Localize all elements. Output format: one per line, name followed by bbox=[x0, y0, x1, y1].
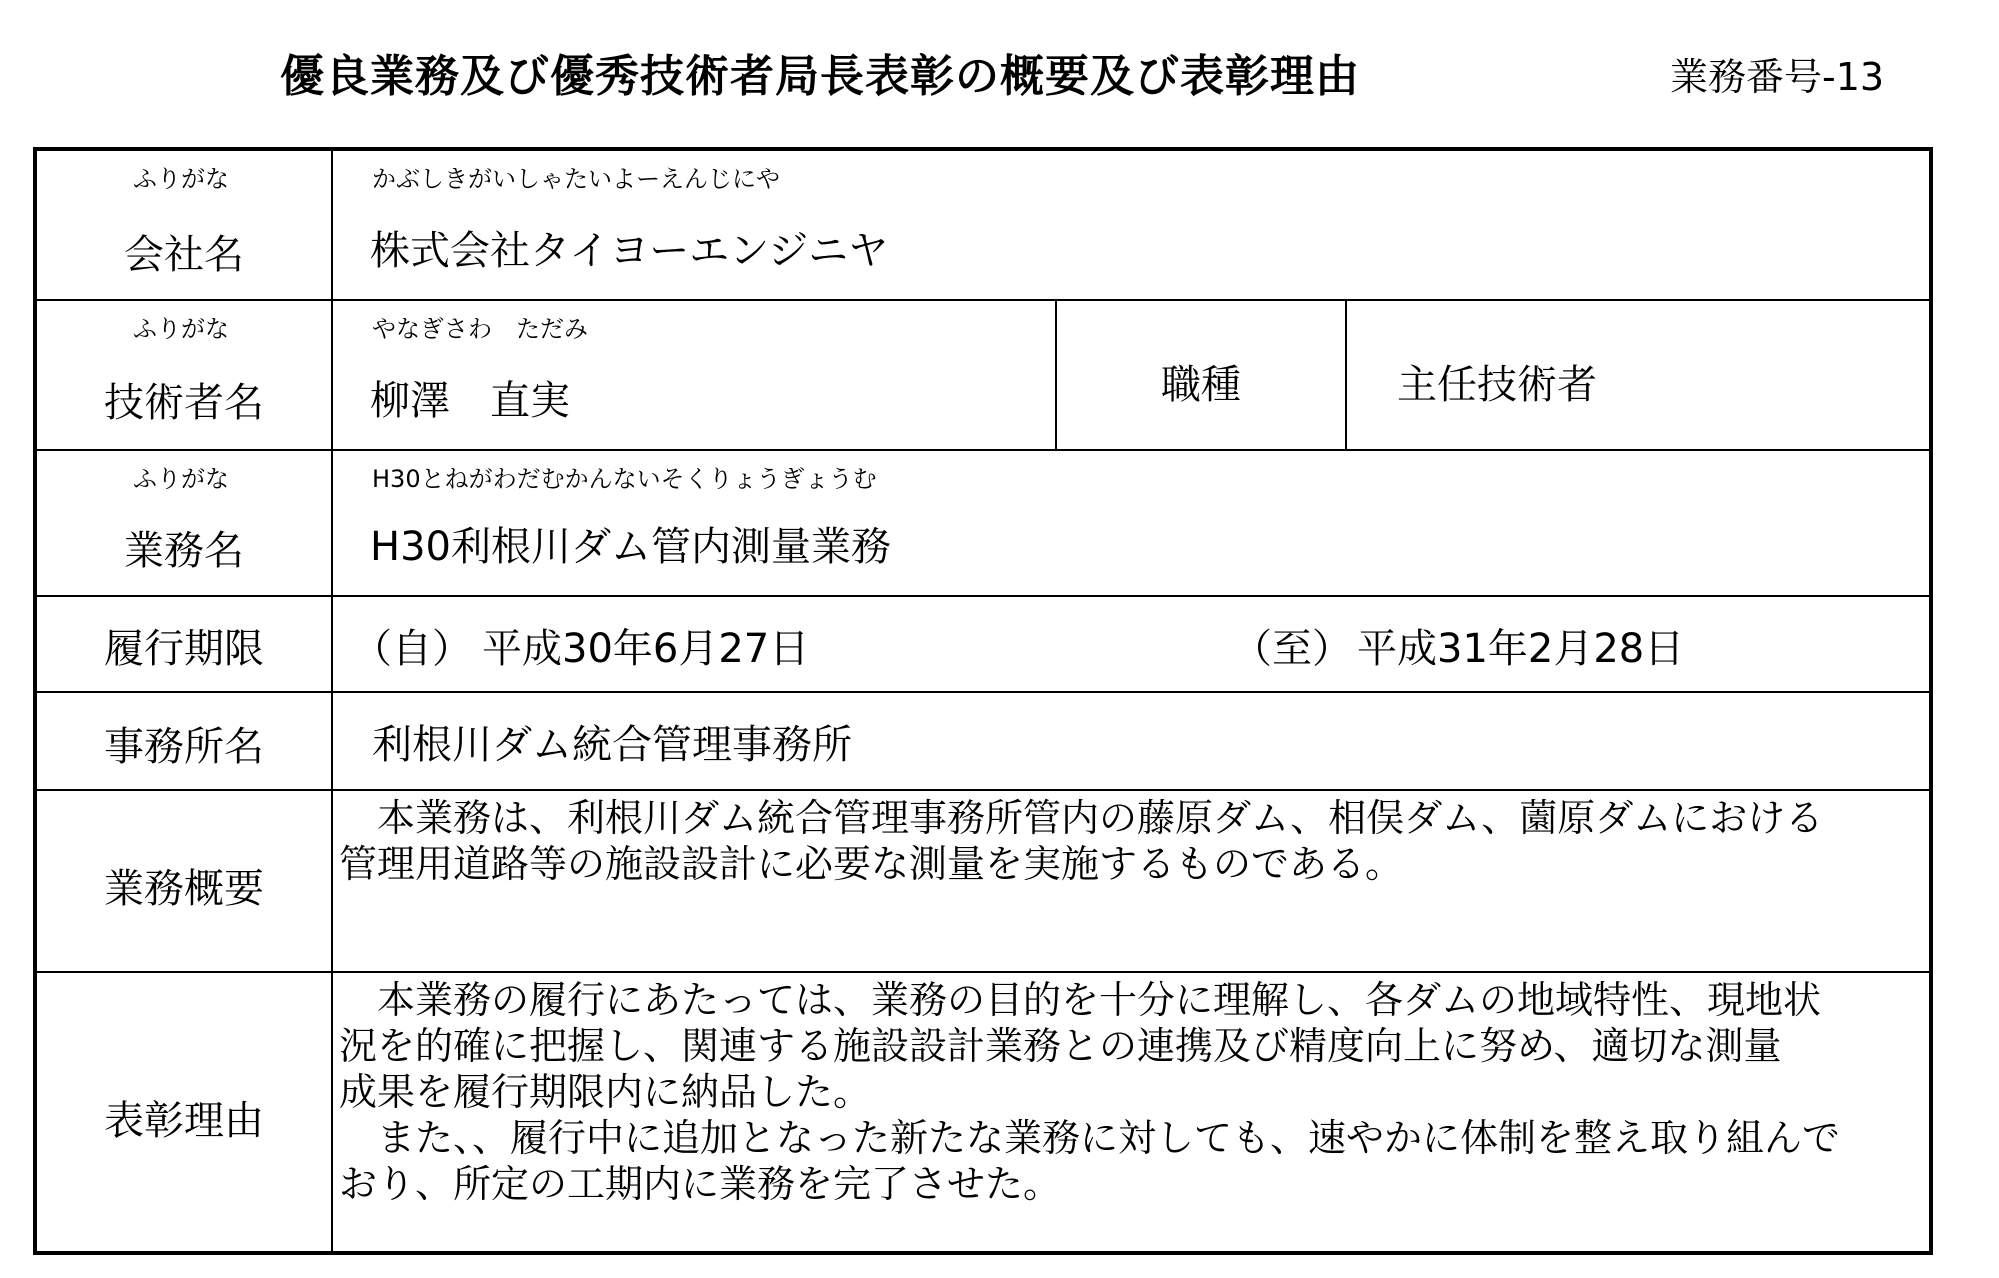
summary-text: 本業務は、利根川ダム統合管理事務所管内の藤原ダム、相俣ダム、薗原ダムにおける 管理用道路等の施設設計に必要な測量を実施するものである。 bbox=[339, 796, 1824, 886]
engineer-name-label: 技術者名 bbox=[104, 380, 264, 426]
company-furigana: かぶしきがいしゃたいよーえんじにや bbox=[372, 165, 780, 193]
engineer-furigana: やなぎさわ ただみ bbox=[372, 315, 588, 343]
period-from-date: 平成30年6月27日 bbox=[482, 626, 810, 672]
engineer-name-value: 柳澤 直実 bbox=[370, 378, 570, 424]
row-divider-4 bbox=[37, 691, 1929, 693]
reason-text: 本業務の履行にあたっては、業務の目的を十分に理解し、各ダムの地域特性、現地状 況を的確に把握し、関連する施設設計業務との連携及び精度向上に努め、適切な測量 成果を履行期限内に納品した。 また、、履行中に追加となった新たな業務に対しても、速やかに体制を整え取り組んで おり、所定の工期内に業務を完了させた。 bbox=[339, 978, 1841, 1206]
reason-label: 表彰理由 bbox=[104, 1098, 264, 1144]
job-type-value: 主任技術者 bbox=[1397, 362, 1597, 408]
row-divider-1 bbox=[37, 299, 1929, 301]
work-furigana-label: ふりがな bbox=[133, 465, 229, 493]
office-name-value: 利根川ダム統合管理事務所 bbox=[372, 722, 852, 768]
job-label-right-divider bbox=[1345, 299, 1347, 449]
office-label: 事務所名 bbox=[104, 724, 264, 770]
summary-label: 業務概要 bbox=[104, 866, 264, 912]
period-from-prefix: （自） bbox=[352, 626, 472, 672]
period-to-prefix: （至） bbox=[1232, 626, 1352, 672]
row-divider-2 bbox=[37, 449, 1929, 451]
label-column-divider bbox=[331, 151, 333, 1255]
period-label: 履行期限 bbox=[104, 626, 264, 672]
row-divider-5 bbox=[37, 789, 1929, 791]
company-name-value: 株式会社タイヨーエンジニヤ bbox=[370, 228, 889, 274]
period-to-date: 平成31年2月28日 bbox=[1357, 626, 1685, 672]
work-number: 業務番号-13 bbox=[1670, 55, 1885, 99]
company-furigana-label: ふりがな bbox=[133, 165, 229, 193]
row-divider-3 bbox=[37, 595, 1929, 597]
award-form-table bbox=[33, 147, 1933, 1255]
engineer-furigana-label: ふりがな bbox=[133, 315, 229, 343]
work-name-label: 業務名 bbox=[124, 528, 244, 574]
job-type-label: 職種 bbox=[1161, 362, 1241, 408]
work-furigana: H30とねがわだむかんないそくりょうぎょうむ bbox=[372, 465, 877, 493]
company-name-label: 会社名 bbox=[124, 232, 244, 278]
work-name-value: H30利根川ダム管内測量業務 bbox=[370, 524, 891, 570]
document-title: 優良業務及び優秀技術者局長表彰の概要及び表彰理由 bbox=[280, 51, 1360, 102]
row-divider-6 bbox=[37, 971, 1929, 973]
